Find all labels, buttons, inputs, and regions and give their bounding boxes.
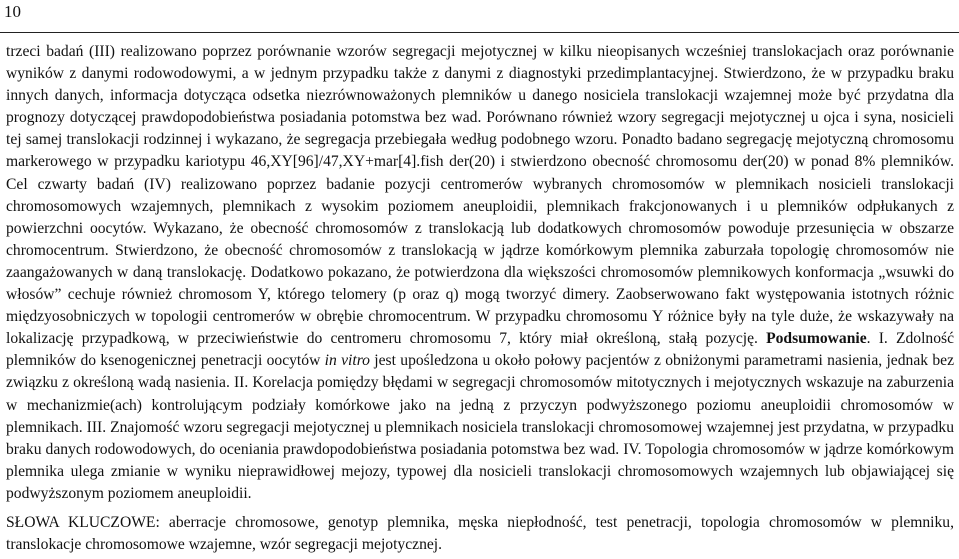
header-rule bbox=[0, 32, 959, 33]
conclusion-label: Podsumowanie bbox=[766, 330, 867, 348]
keywords-line: SŁOWA KLUCZOWE: aberracje chromosowe, genotyp plemnika, męska niepłodność, test penetracji, topologia chromosomów w plemniku, translokacje chromosomowe wzajemne, wzór segregacji mejotycznej. bbox=[6, 514, 954, 554]
summary-results-text: trzeci badań (III) realizowano poprzez porównanie wzorów segregacji mejotycznej w kilku nieopisanych wcześniej translokacjach oraz porównanie wyników z danymi rodowodowymi, a w jednym przypadku także z danymi z diagnostyki przedimplantacyjnej. Stwierdzono, że w przypadku braku innych danych, informacja dotycząca odsetka niezrównoważonych plemników u danego nosiciela translokacji wzajemnej może być przydatna dla prognozy dotyczącej prawdopodobieństwa posiadania potomstwa bez wad. Porównano również wzory segregacji mejotycznej u ojca i syna, nosicieli tej samej translokacji rodzinnej i wykazano, że segregacja przebiegała według podobnego wzoru. Ponadto badano segregację mejotyczną chromosomu markerowego w przypadku kariotypu 46,XY[96]/47,XY+mar[4].fish der(20) i stwierdzono obecność chromosomu der(20) w ponad 8% plemników. Cel czwarty badań (IV) realizowano poprzez badanie pozycji centromerów wybranych chromosomów w plemnikach nosicieli translokacji chromosomowych wzajemnych, plemnikach z wysokim poziomem aneuploidii, plemnikach frakcjonowanych i u plemników odpłukanych z powierzchni oocytów. Wykazano, że obecność chromosomów z translokacją lub dodatkowych chromosomów powoduje przesunięcia w obszarze chromocentrum. Stwierdzono, że obecność chromosomów z translokacją w jądrze komórkowym plemnika zaburzała topologię chromosomów nie zaangażowanych w daną translokację. Dodatkowo pokazano, że potwierdzona dla większości chromosomów plemnikowych konformacja „wsuwki do włosów” cechuje również chromosom Y, którego telomery (p oraz q) mogą tworzyć dimery. Zaobserwowano fakt występowania istotnych różnic międzyosobniczych w topologii centromerów w obrębie chromocentrum. W przypadku chromosomu Y różnice były na tyle duże, że wskazywały na lokalizację przypadkową, w przeciwieństwie do centromeru chromosomu 7, który miał określoną, stałą pozycję. bbox=[6, 43, 954, 348]
conclusion-text-a: . I. Zdolność plemników do ksenogenicznej penetracji oocytów bbox=[6, 330, 954, 370]
summary-body bbox=[6, 41, 954, 505]
conclusion-italic-term: in vitro bbox=[324, 352, 370, 370]
summary-paragraph bbox=[6, 41, 954, 505]
conclusion-text-b: jest upośledzona u około połowy pacjentów z obniżonymi parametrami nasienia, jednak bez związku z określoną wadą nasienia. II. Korelacja pomiędzy błędami w segregacji chromosomów mitotycznych i mejotycznych wskazuje na zaburzenia w mechanizmie(ach) kontrolującym podziały komórkowe jako na jedną z przyczyn podwyższonego poziomu aneuploidii chromosomów w plemnikach. III. Znajomość wzoru segregacji mejotycznej u plemnikach nosiciela translokacji chromosomowej wzajemnej jest przydatna, w przypadku braku danych rodowodowych, do oceniania prawdopodobieństwa posiadania potomstwa bez wad. IV. Topologia chromosomów w jądrze komórkowym plemnika ulega zmianie w wyniku nieprawidłowej mejozy, typowej dla nosicieli translokacji chromosomowych wzajemnych lub objawiającej się podwyższonym poziomem aneuploidii. bbox=[6, 352, 955, 502]
page-number: 10 bbox=[4, 2, 21, 21]
